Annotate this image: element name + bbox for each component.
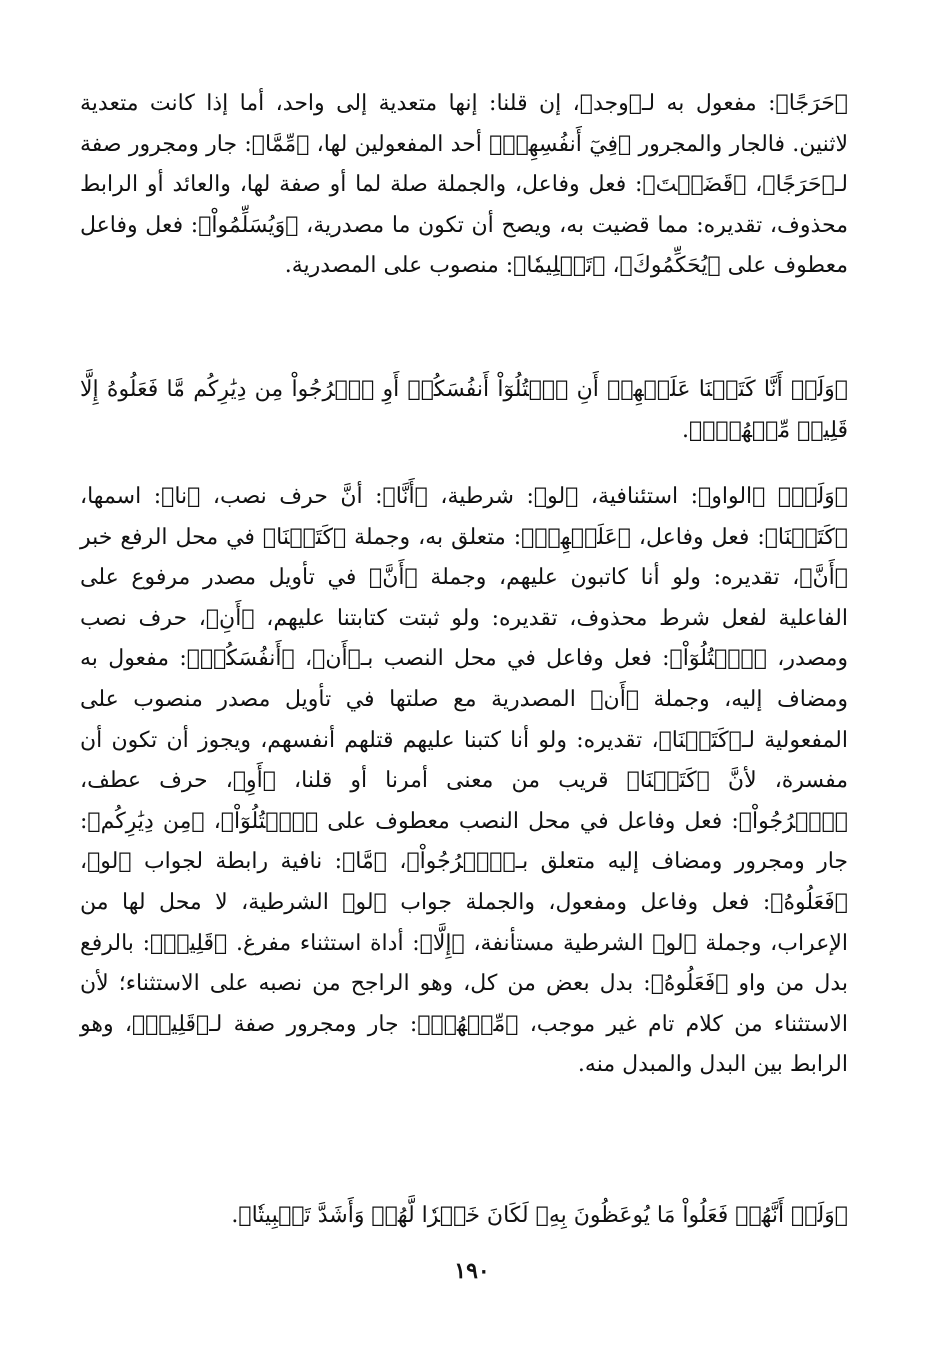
quranic-verse-2: ﴿وَلَوۡ أَنَّهُمۡ فَعَلُواْ مَا يُوعَظُونَ بِهِۦ لَكَانَ خَيۡرٗا لَّهُمۡ وَأَشَدَّ تَثۡبِيتٗا﴾. — [231, 1203, 848, 1228]
quranic-verse-1: ﴿وَلَوۡ أَنَّا كَتَبۡنَا عَلَيۡهِمۡ أَنِ ٱقۡتُلُوٓاْ أَنفُسَكُمۡ أَوِ ٱخۡرُجُواْ مِن دِيَٰرِكُم مَّا فَعَلُوهُ إِلَّا قَلِيلٞ مِّنۡهُمۡۖ﴾. — [80, 377, 848, 443]
paragraph-grammar-analysis-1: ﴿حَرَجًا﴾: مفعول به لـ﴿وجد﴾، إن قلنا: إنها متعدية إلى واحد، أما إذا كانت متعدية لاثنين. فالجار والمجرور ﴿فِيٓ أَنفُسِهِمۡ﴾ أحد المفعولين لها، ﴿مِّمَّا﴾: جار ومجرور صفة لـ﴿حَرَجًا﴾، ﴿قَضَيۡتَ﴾: فعل وفاعل، والجملة صلة لما أو صفة لها، والعائد أو الرابط محذوف، تقديره: مما قضيت به، ويصح أن تكون ما مصدرية، ﴿وَيُسَلِّمُواْ﴾: فعل وفاعل معطوف على ﴿يُحَكِّمُوكَ﴾، ﴿تَسۡلِيمٗا﴾: منصوب على المصدرية. — [80, 91, 848, 279]
page-number: ١٩٠ — [454, 1258, 490, 1284]
paragraph-grammar-analysis-2: ﴿وَلَوۡ﴾ ﴿الواو﴾: استئنافية، ﴿لو﴾: شرطية، ﴿أَنَّا﴾: أنَّ حرف نصب، ﴿نا﴾: اسمها، ﴿كَتَبۡنَا﴾: فعل وفاعل، ﴿عَلَيۡهِمۡ﴾: متعلق به، وجملة ﴿كَتَبۡنَا﴾ في محل الرفع خبر ﴿أَنَّ﴾، تقديره: ولو أنا كاتبون عليهم، وجملة ﴿أَنَّ﴾ في تأويل مصدر مرفوع على الفاعلية لفعل شرط محذوف، تقديره: ولو ثبتت كتابتنا عليهم، ﴿أَنِ﴾، حرف نصب ومصدر، ﴿ٱقۡتُلُوٓاْ﴾: فعل وفاعل في محل النصب بـ﴿أَن﴾، ﴿أَنفُسَكُمۡ﴾: مفعول به ومضاف إليه، وجملة ﴿أَن﴾ المصدرية مع صلتها في تأويل مصدر منصوب على المفعولية لـ﴿كَتَبۡنَا﴾، تقديره: ولو أنا كتبنا عليهم قتلهم أنفسهم، ويجوز أن تكون أن مفسرة، لأنَّ ﴿كَتَبۡنَا﴾ قريب من معنى أمرنا أو قلنا، ﴿أَوِ﴾، حرف عطف، ﴿ٱخۡرُجُواْ﴾: فعل وفاعل في محل النصب معطوف على ﴿ٱقۡتُلُوٓاْ﴾، ﴿مِن دِيَٰرِكُم﴾: جار ومجرور ومضاف إليه متعلق بـ﴿ٱخۡرُجُواْ﴾، ﴿مَّا﴾: نافية رابطة لجواب ﴿لو﴾، ﴿فَعَلُوهُ﴾: فعل وفاعل ومفعول، والجملة جواب ﴿لو﴾ الشرطية، لا محل لها من الإعراب، وجملة ﴿لو﴾ الشرطية مستأنفة، ﴿إِلَّا﴾: أداة استثناء مفرغ. ﴿قَلِيلٞ﴾: بالرفع بدل من واو ﴿فَعَلُوهُ﴾: بدل بعض من كل، وهو الراجح من نصبه على الاستثناء؛ لأن الاستثناء من كلام تام غير موجب، ﴿مِّنۡهُمۡ﴾: جار ومجرور صفة لـ﴿قَلِيلٞ﴾، وهو الرابط بين البدل والمبدل منه. — [80, 484, 848, 1078]
